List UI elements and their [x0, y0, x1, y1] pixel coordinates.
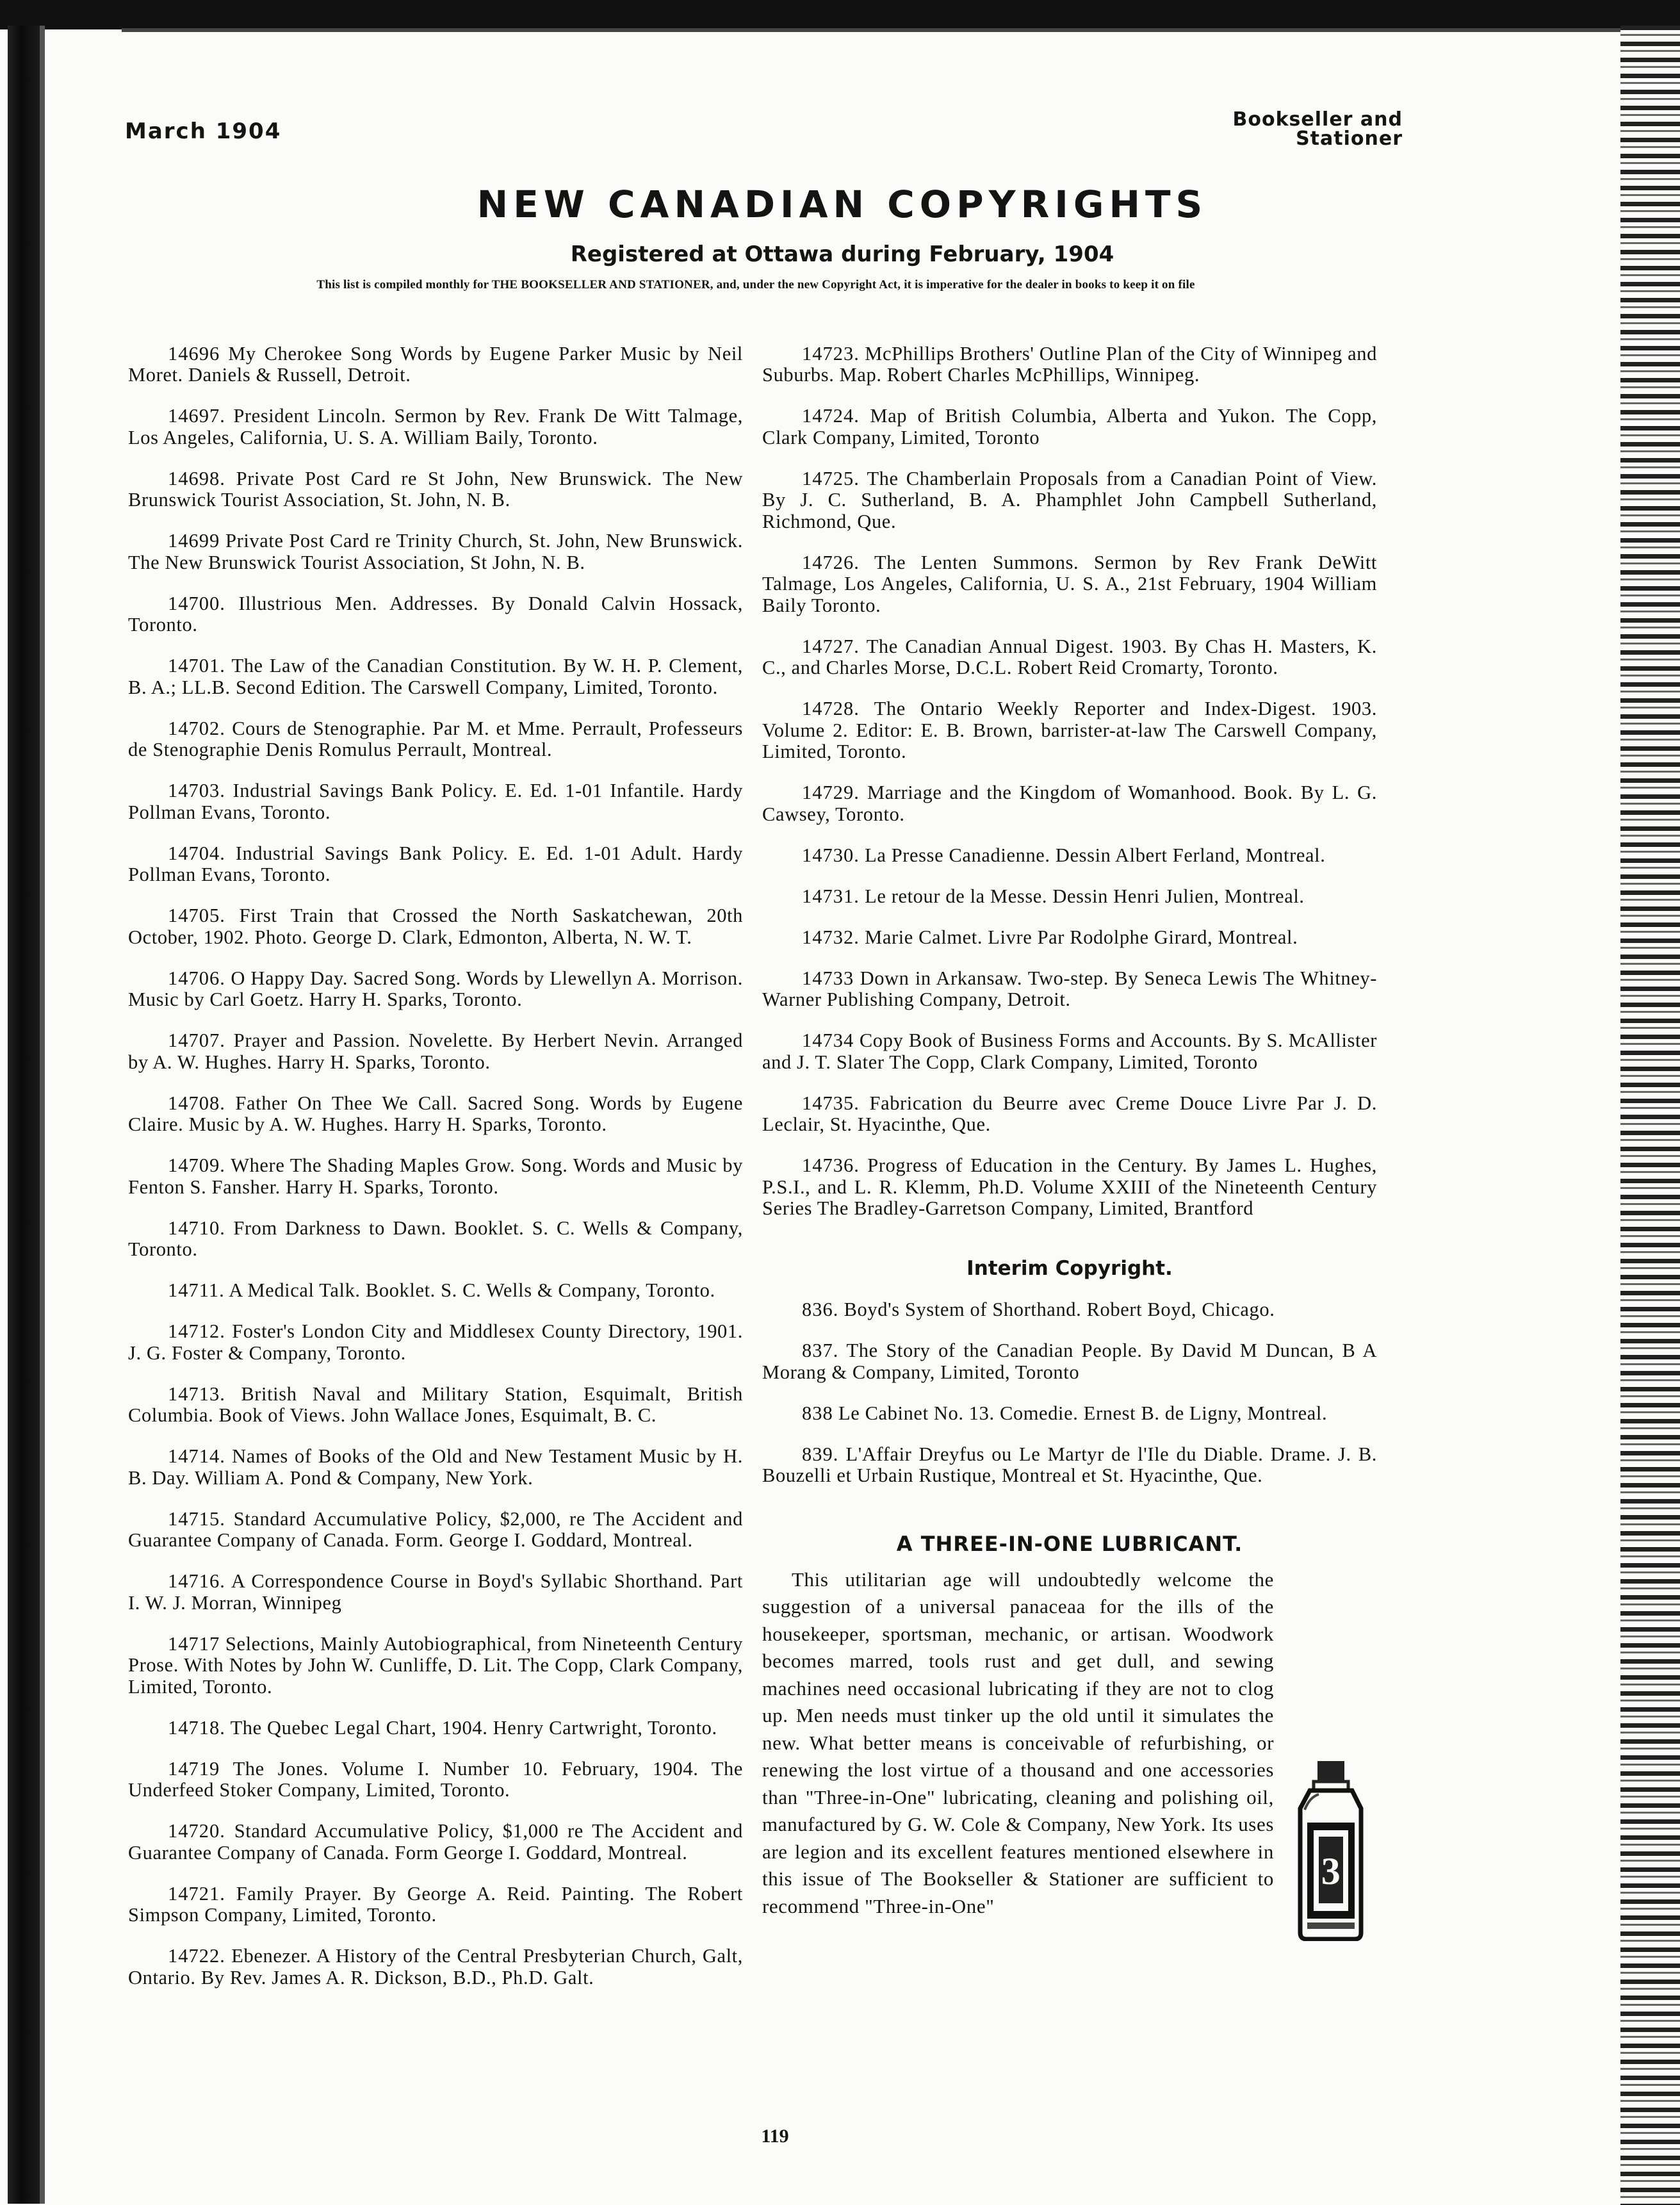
copyright-entry [128, 1384, 743, 1427]
copyright-entry [128, 406, 743, 448]
copyright-entry [762, 1444, 1377, 1487]
page-title: NEW CANADIAN COPYRIGHTS [477, 183, 1208, 226]
entry-text: L'Affair Dreyfus ou Le Martyr de l'Ile du Diable. Drame. J. B. Bouzelli et Urbain Rustique, Montreal et St. Hyacinthe, Que. [762, 1443, 1377, 1486]
entry-text: Private Post Card re Trinity Church, St. John, New Brunswick. The New Brunswick Tourist Association, St John, N. B. [128, 530, 743, 573]
entry-number: 14715. [168, 1507, 225, 1530]
copyright-entry [762, 636, 1377, 679]
entry-number: 838 [802, 1402, 833, 1424]
copyright-entry [128, 343, 743, 386]
publication-name-line1: Bookseller and [1232, 108, 1403, 131]
entry-number: 836. [802, 1299, 839, 1320]
publication-name-line2: Stationer [1296, 127, 1403, 150]
entry-text: Where The Shading Maples Grow. Song. Words and Music by Fenton S. Fansher. Harry H. Sparks, Toronto. [128, 1154, 743, 1198]
entry-text: A Correspondence Course in Boyd's Syllabic Shorthand. Part I. W. J. Morran, Winnipeg [128, 1570, 743, 1614]
page-number: 119 [761, 2126, 789, 2147]
entry-number: 14699 [168, 530, 220, 552]
entry-text: Progress of Education in the Century. By James L. Hughes, P.S.I., and L. R. Klemm, Ph.D. Volume XXIII of the Nineteenth Century Series The Bradley-Garretson Company, Limited, Brantford [762, 1154, 1377, 1219]
copyright-entry [762, 552, 1377, 617]
entry-number: 14709. [168, 1154, 225, 1176]
copyright-entry [128, 1509, 743, 1552]
entry-number: 14700. [168, 592, 225, 614]
entry-text: Map of British Columbia, Alberta and Yukon. The Copp, Clark Company, Limited, Toronto [762, 405, 1377, 448]
entry-number: 14702. [168, 717, 225, 739]
copyright-entry [762, 1340, 1377, 1383]
entry-text: The Canadian Annual Digest. 1903. By Chas H. Masters, K. C., and Charles Morse, D.C.L. Robert Reid Cromarty, Toronto. [762, 635, 1377, 678]
copyright-entry [762, 782, 1377, 825]
copyright-entry [762, 1155, 1377, 1220]
scan-right-edge-noise [1620, 26, 1680, 2205]
copyright-entry [762, 886, 1377, 908]
copyright-entry [128, 1321, 743, 1364]
copyright-entry [762, 1299, 1377, 1321]
entry-text: Family Prayer. By George A. Reid. Painting. The Robert Simpson Company, Limited, Toronto. [128, 1882, 743, 1926]
copyright-entry [128, 1155, 743, 1198]
scan-left-rule [40, 26, 45, 2204]
copyright-entry [762, 343, 1377, 386]
entry-text: My Cherokee Song Words by Eugene Parker Music by Neil Moret. Daniels & Russell, Detroit. [128, 342, 743, 386]
copyright-entry [128, 530, 743, 573]
entry-text: Marie Calmet. Livre Par Rodolphe Girard, Montreal. [865, 926, 1298, 948]
entry-number: 14733 [802, 967, 854, 989]
entry-text: Selections, Mainly Autobiographical, from Nineteenth Century Prose. With Notes by John W. Cunliffe, D. Lit. The Copp, Clark Company, Limited, Toronto. [128, 1632, 743, 1698]
copyright-entry [762, 1030, 1377, 1073]
copyright-entry [128, 780, 743, 823]
entry-number: 14712. [168, 1320, 225, 1342]
entry-number: 14725. [802, 467, 860, 489]
entry-text: McPhillips Brothers' Outline Plan of the City of Winnipeg and Suburbs. Map. Robert Charles McPhillips, Winnipeg. [762, 342, 1377, 386]
copyright-entry [762, 1403, 1377, 1425]
copyright-entry [762, 845, 1377, 867]
entry-number: 14724. [802, 405, 860, 427]
entry-text: Le Cabinet No. 13. Comedie. Ernest B. de Ligny, Montreal. [838, 1402, 1328, 1424]
copyright-entry [128, 1218, 743, 1261]
scan-top-rule [122, 28, 1633, 32]
scan-top-border [0, 0, 1680, 29]
entry-text: The Law of the Canadian Constitution. By W. H. P. Clement, B. A.; LL.B. Second Edition. The Carswell Company, Limited, Toronto. [128, 655, 743, 698]
entry-number: 14720. [168, 1820, 225, 1842]
entry-text: Ebenezer. A History of the Central Presbyterian Church, Galt, Ontario. By Rev. James A. R. Dickson, B.D., Ph.D. Galt. [128, 1945, 743, 1988]
entry-text: Foster's London City and Middlesex County Directory, 1901. J. G. Foster & Company, Toronto. [128, 1320, 743, 1364]
copyright-entry [128, 718, 743, 761]
entry-text: Marriage and the Kingdom of Womanhood. Book. By L. G. Cawsey, Toronto. [762, 782, 1377, 825]
copyright-entry [128, 1946, 743, 1988]
copyright-entry [128, 1280, 743, 1302]
entry-number: 14703. [168, 780, 225, 801]
entry-number: 14717 [168, 1632, 220, 1655]
copyright-entry [128, 655, 743, 698]
copyright-entry [762, 927, 1377, 949]
entry-number: 14727. [802, 635, 860, 657]
entry-number: 14706. [168, 967, 225, 989]
entry-text: Illustrious Men. Addresses. By Donald Calvin Hossack, Toronto. [128, 592, 743, 635]
entry-text: Cours de Stenographie. Par M. et Mme. Perrault, Professeurs de Stenographie Denis Romulus Perrault, Montreal. [128, 717, 743, 760]
entry-text: From Darkness to Dawn. Booklet. S. C. Wells & Company, Toronto. [128, 1217, 743, 1260]
entry-number: 14716. [168, 1570, 225, 1592]
entry-text: The Quebec Legal Chart, 1904. Henry Cartwright, Toronto. [230, 1716, 717, 1739]
entry-text: Standard Accumulative Policy, $2,000, re The Accident and Guarantee Company of Canada. Form. George I. Goddard, Montreal. [128, 1507, 743, 1551]
entry-number: 14697. [168, 405, 225, 427]
entry-text: Prayer and Passion. Novelette. By Herbert Nevin. Arranged by A. W. Hughes. Harry H. Sparks, Toronto. [128, 1029, 743, 1073]
entry-text: Father On Thee We Call. Sacred Song. Words by Eugene Claire. Music by A. W. Hughes. Harry H. Sparks, Toronto. [128, 1092, 743, 1135]
entry-number: 14714. [168, 1445, 225, 1467]
entry-number: 14721. [168, 1882, 225, 1905]
entry-number: 837. [802, 1340, 839, 1361]
copyright-entry [128, 1717, 743, 1739]
entry-number: 14705. [168, 905, 225, 926]
compilation-note: This list is compiled monthly for THE BOOKSELLER AND STATIONER, and, under the new Copyright Act, it is imperative for the dealer in books to keep it on file [316, 278, 1195, 291]
copyright-entry [128, 1634, 743, 1698]
lubricant-body-text: This utilitarian age will undoubtedly welcome the suggestion of a universal panaceaa for the ills of the housekeeper, sportsman, mechanic, or artisan. Woodwork becomes marred, tools rust and get dull, and sewing machines need occasional lubricating if they are not to clog up. Men needs must tinker up the old until it simulates the new. What better means is conceivable of refurbishing, or renewing the lost virtue of a thousand and one accessories than "Three-in-One" lubricating, cleaning and polishing oil, manufactured by G. W. Cole & Company, New York. Its uses are legion and its excellent features mentioned elsewhere in this issue of The Bookseller & Stationer are sufficient to recommend "Three-in-One" [762, 1568, 1274, 1917]
entry-text: Industrial Savings Bank Policy. E. Ed. 1-01 Infantile. Hardy Pollman Evans, Toronto. [128, 780, 744, 823]
scan-left-border [8, 26, 40, 2204]
entry-text: Standard Accumulative Policy, $1,000 re The Accident and Guarantee Company of Canada. Form George I. Goddard, Montreal. [128, 1820, 743, 1864]
entry-text: Industrial Savings Bank Policy. E. Ed. 1-01 Adult. Hardy Pollman Evans, Toronto. [128, 842, 743, 885]
copyright-entry [128, 1571, 743, 1614]
entry-text: Le retour de la Messe. Dessin Henri Julien, Montreal. [865, 885, 1305, 907]
entry-number: 14701. [168, 655, 225, 676]
lubricant-heading: A THREE-IN-ONE LUBRICANT. [896, 1531, 1243, 1556]
entry-number: 14728. [802, 698, 860, 719]
left-column [128, 324, 743, 1996]
entry-number: 14704. [168, 842, 225, 864]
right-column [762, 324, 1377, 1945]
entry-number: 14707. [168, 1029, 225, 1051]
copyright-entry [762, 698, 1377, 763]
entry-text: British Naval and Military Station, Esquimalt, British Columbia. Book of Views. John Wallace Jones, Esquimalt, B. C. [128, 1382, 743, 1426]
entry-number: 14729. [802, 782, 860, 803]
entry-number: 14698. [168, 467, 225, 489]
lubricant-article [762, 1566, 1377, 1921]
entry-text: The Jones. Volume I. Number 10. February, 1904. The Underfeed Stoker Company, Limited, Toronto. [128, 1757, 743, 1801]
entry-text: Private Post Card re St John, New Brunswick. The New Brunswick Tourist Association, St. John, N. B. [128, 467, 743, 511]
copyright-entry [128, 1821, 743, 1864]
entry-text: The Ontario Weekly Reporter and Index-Digest. 1903. Volume 2. Editor: E. B. Brown, barrister-at-law The Carswell Company, Limited, Toronto. [762, 698, 1377, 762]
entry-text: Copy Book of Business Forms and Accounts. By S. McAllister and J. T. Slater The Copp, Clark Company, Limited, Toronto [762, 1029, 1377, 1073]
entry-number: 14736. [802, 1154, 860, 1176]
copyright-entry [762, 968, 1377, 1011]
entry-number: 14708. [168, 1092, 225, 1114]
entry-number: 14722. [168, 1945, 225, 1967]
copyright-entry [128, 1030, 743, 1073]
entry-number: 14732. [802, 926, 860, 948]
entry-text: A Medical Talk. Booklet. S. C. Wells & Company, Toronto. [229, 1279, 715, 1301]
copyright-entry [128, 1758, 743, 1801]
entry-text: Names of Books of the Old and New Testament Music by H. B. Day. William A. Pond & Company, New York. [128, 1445, 743, 1489]
entry-number: 14718. [168, 1716, 225, 1739]
entry-number: 14719 [168, 1757, 220, 1780]
entry-text: O Happy Day. Sacred Song. Words by Llewellyn A. Morrison. Music by Carl Goetz. Harry H. Sparks, Toronto. [128, 967, 743, 1010]
entry-number: 14726. [802, 551, 860, 573]
entry-text: The Story of the Canadian People. By David M Duncan, B A Morang & Company, Limited, Toronto [762, 1340, 1377, 1383]
copyright-entry [128, 843, 743, 886]
copyright-entry [128, 1093, 743, 1136]
three-in-one-oil-bottle-icon [1284, 1758, 1377, 1941]
entry-text: La Presse Canadienne. Dessin Albert Ferland, Montreal. [865, 844, 1326, 866]
entry-text: The Chamberlain Proposals from a Canadian Point of View. By J. C. Sutherland, B. A. Phamphlet John Campbell Sutherland, Richmond, Que. [762, 467, 1377, 532]
entry-number: 14711. [168, 1279, 225, 1301]
entry-number: 14735. [802, 1092, 860, 1114]
entry-text: President Lincoln. Sermon by Rev. Frank De Witt Talmage, Los Angeles, California, U. S. A. William Baily, Toronto. [128, 405, 743, 448]
entry-number: 14710. [168, 1217, 225, 1239]
right-entry-list [762, 343, 1377, 1220]
copyright-entry [762, 468, 1377, 533]
interim-heading: Interim Copyright. [966, 1256, 1173, 1280]
copyright-entry [128, 968, 743, 1011]
entry-number: 14730. [802, 844, 860, 866]
copyright-entry [128, 468, 743, 511]
publication-name [1204, 110, 1403, 149]
issue-date: March 1904 [125, 119, 282, 144]
copyright-entry [762, 1093, 1377, 1136]
interim-entry-list [762, 1299, 1377, 1487]
entry-number: 14713. [168, 1382, 225, 1405]
copyright-entry [128, 905, 743, 948]
entry-text: Down in Arkansaw. Two-step. By Seneca Lewis The Whitney-Warner Publishing Company, Detroit. [762, 967, 1377, 1010]
svg-text:3: 3 [1321, 1849, 1341, 1892]
entry-text: The Lenten Summons. Sermon by Rev Frank DeWitt Talmage, Los Angeles, California, U. S. A., 21st February, 1904 William Baily Toronto. [762, 551, 1377, 616]
copyright-entry [128, 1883, 743, 1926]
entry-number: 14731. [802, 885, 860, 907]
copyright-entry [762, 406, 1377, 448]
page-subtitle: Registered at Ottawa during February, 1904 [570, 242, 1114, 267]
entry-number: 14696 [168, 342, 220, 365]
entry-number: 14734 [802, 1029, 854, 1051]
entry-text: Fabrication du Beurre avec Creme Douce Livre Par J. D. Leclair, St. Hyacinthe, Que. [762, 1092, 1377, 1135]
copyright-entry [128, 593, 743, 636]
entry-number: 14723. [802, 342, 860, 365]
copyright-entry [128, 1446, 743, 1489]
entry-text: First Train that Crossed the North Saskatchewan, 20th October, 1902. Photo. George D. Clark, Edmonton, Alberta, N. W. T. [128, 905, 743, 948]
entry-number: 839. [802, 1443, 839, 1465]
entry-text: Boyd's System of Shorthand. Robert Boyd, Chicago. [844, 1299, 1275, 1320]
